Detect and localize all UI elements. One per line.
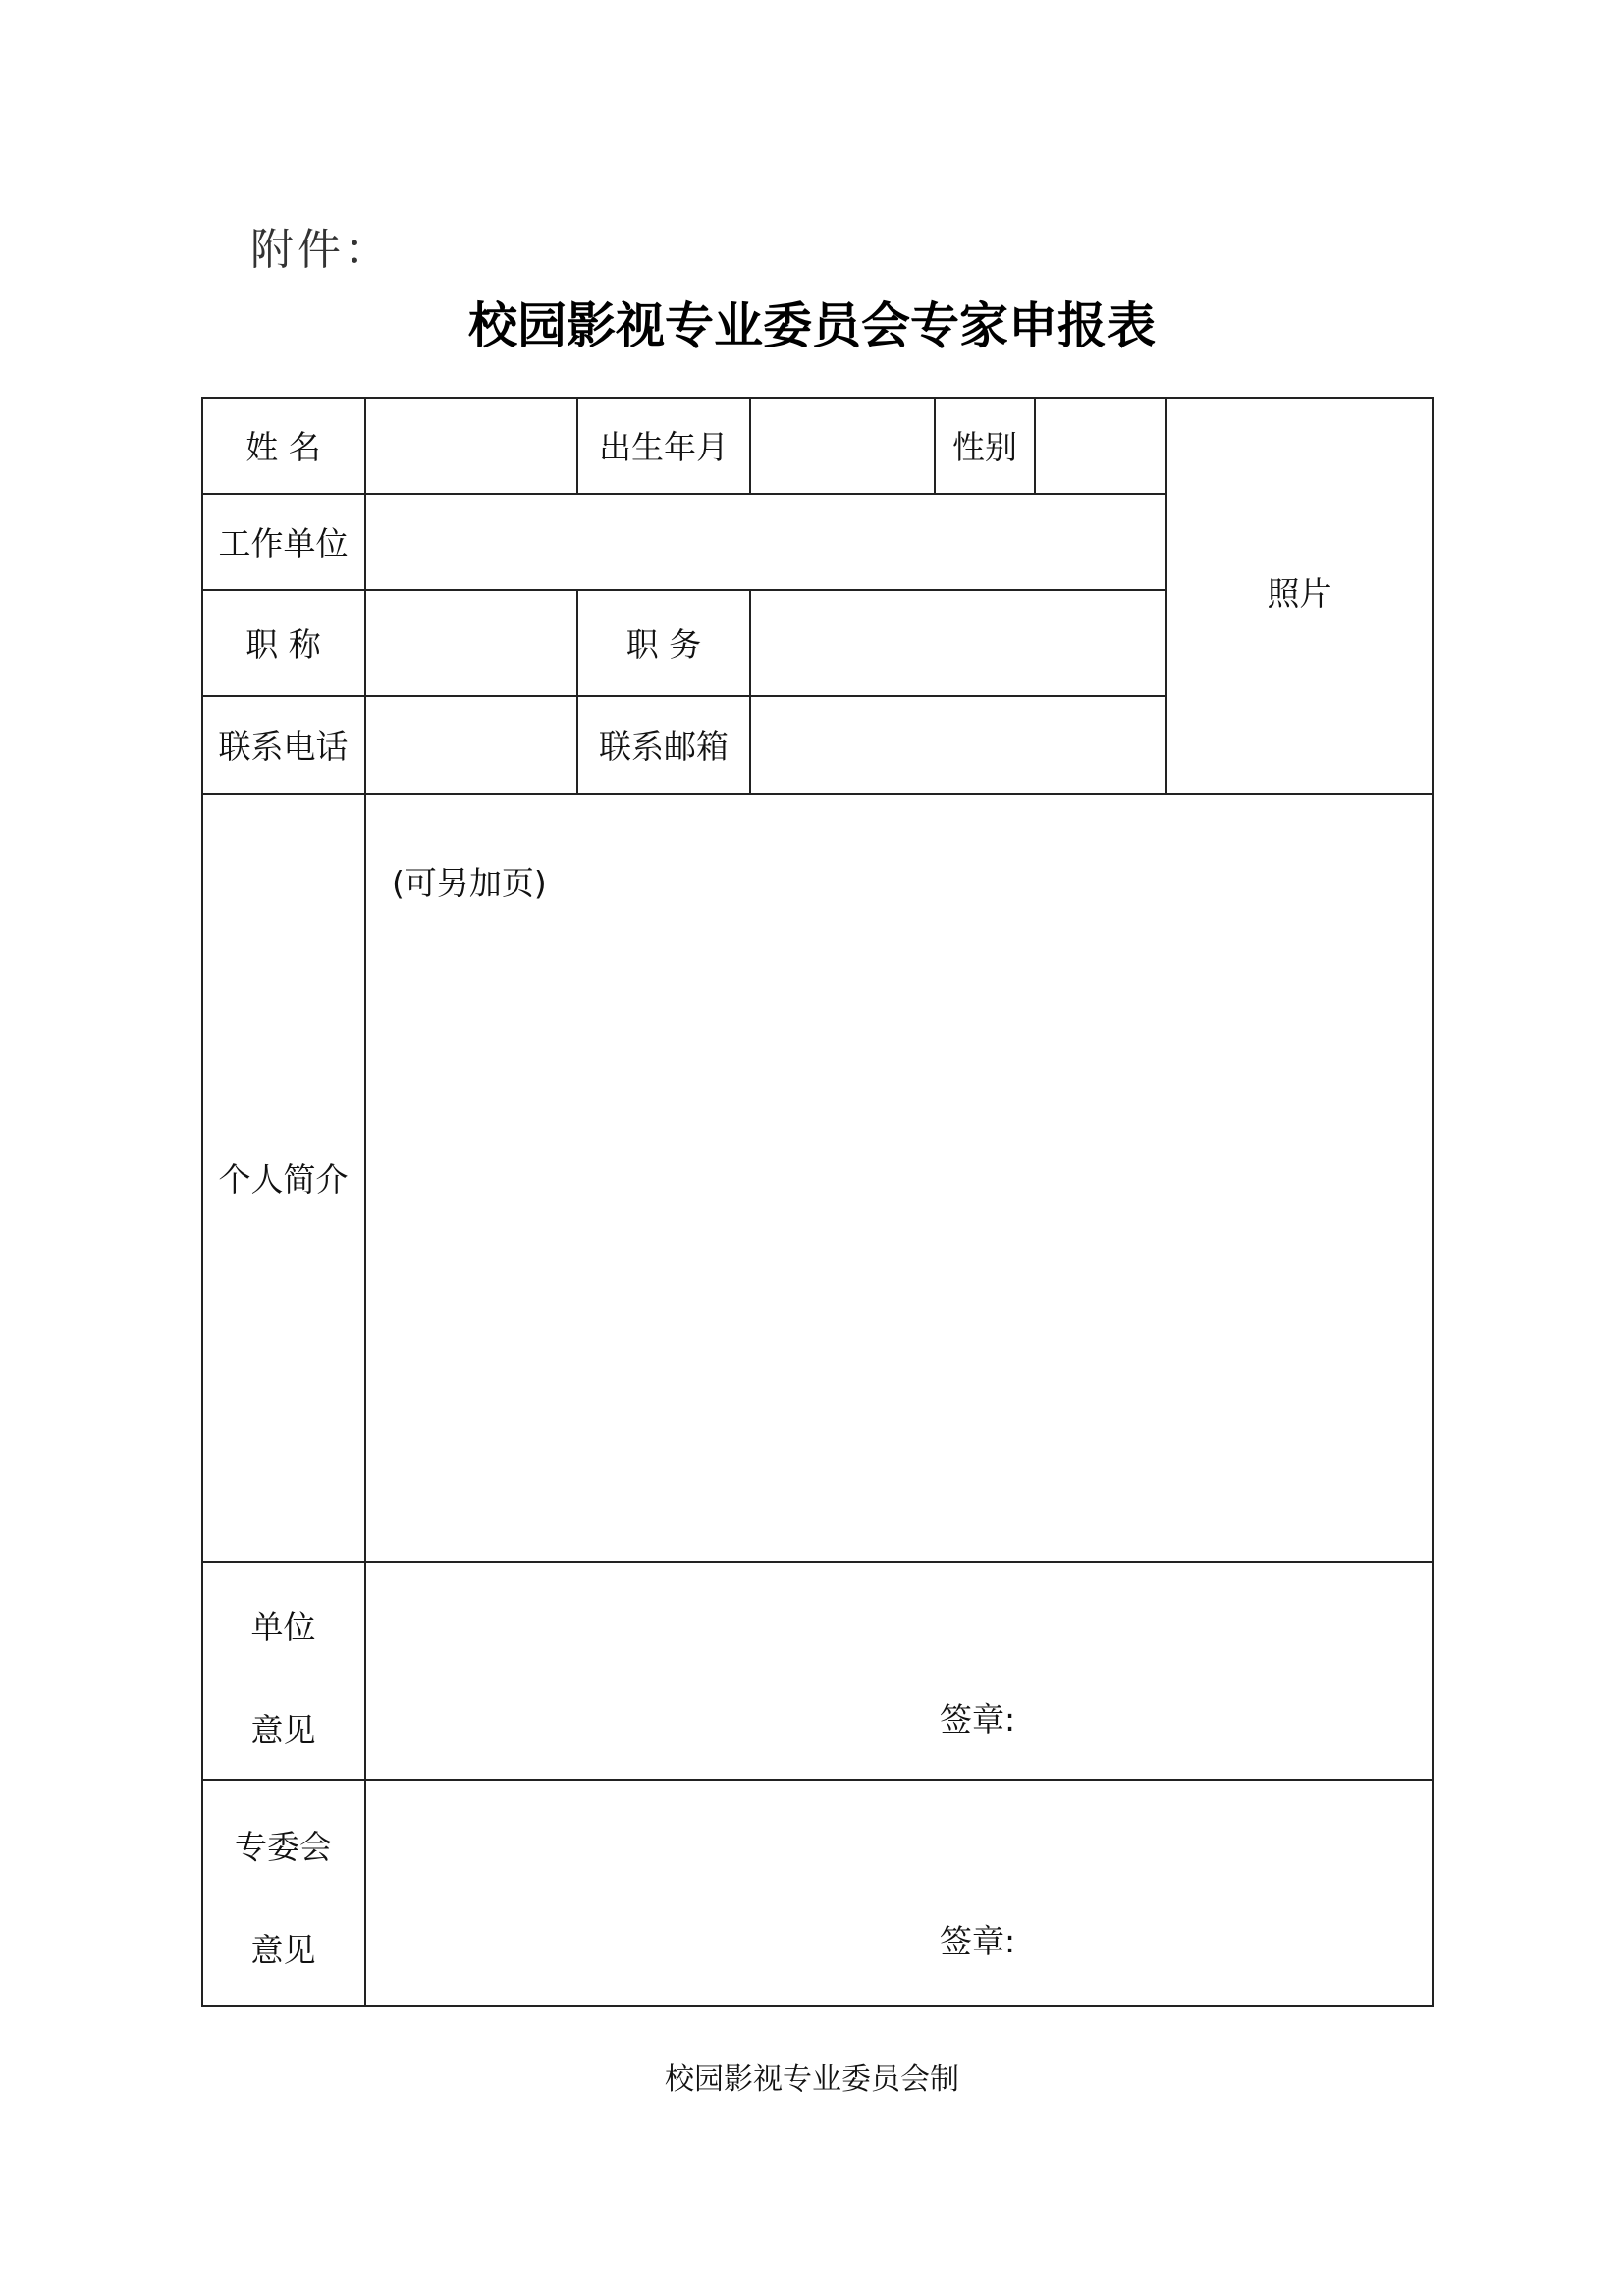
position-label: 职 务 bbox=[625, 625, 702, 664]
workplace-label: 工作单位 bbox=[218, 524, 349, 562]
footer-issuer: 校园影视专业委员会制 bbox=[665, 2062, 959, 2097]
birth-label: 出生年月 bbox=[599, 428, 729, 466]
photo-box[interactable]: 照片 bbox=[1267, 574, 1332, 613]
position-field[interactable] bbox=[751, 591, 1165, 695]
bio-hint: (可另加页) bbox=[392, 864, 547, 902]
committee-opinion-label-line2: 意见 bbox=[250, 1931, 316, 1969]
workplace-field[interactable] bbox=[366, 495, 1165, 589]
phone-label: 联系电话 bbox=[218, 727, 349, 766]
name-field[interactable] bbox=[366, 399, 576, 493]
job-title-field[interactable] bbox=[366, 591, 576, 695]
committee-seal-label: 签章: bbox=[940, 1922, 1016, 1960]
gender-label: 性别 bbox=[952, 428, 1017, 466]
committee-opinion-label-line1: 专委会 bbox=[235, 1828, 332, 1866]
email-field[interactable] bbox=[751, 697, 1165, 793]
unit-opinion-label-line1: 单位 bbox=[250, 1608, 316, 1646]
attachment-label: 附件： bbox=[250, 225, 392, 275]
committee-opinion-label bbox=[201, 1822, 365, 1971]
bio-label: 个人简介 bbox=[218, 1160, 349, 1199]
job-title-label: 职 称 bbox=[245, 625, 321, 664]
bio-field[interactable] bbox=[366, 795, 1432, 1561]
form-title: 校园影视专业委员会专家申报表 bbox=[468, 296, 1156, 354]
birth-field[interactable] bbox=[751, 399, 934, 493]
unit-opinion-label bbox=[201, 1602, 365, 1751]
table-border-bottom bbox=[201, 2005, 1434, 2007]
email-label: 联系邮箱 bbox=[599, 727, 729, 766]
gender-field[interactable] bbox=[1036, 399, 1165, 493]
unit-opinion-label-line2: 意见 bbox=[250, 1711, 316, 1749]
unit-seal-label: 签章: bbox=[940, 1700, 1016, 1738]
committee-opinion-field[interactable] bbox=[366, 1781, 1432, 2005]
application-form-table bbox=[201, 397, 1434, 2007]
name-label: 姓 名 bbox=[245, 428, 321, 466]
phone-field[interactable] bbox=[366, 697, 576, 793]
unit-opinion-field[interactable] bbox=[366, 1563, 1432, 1779]
